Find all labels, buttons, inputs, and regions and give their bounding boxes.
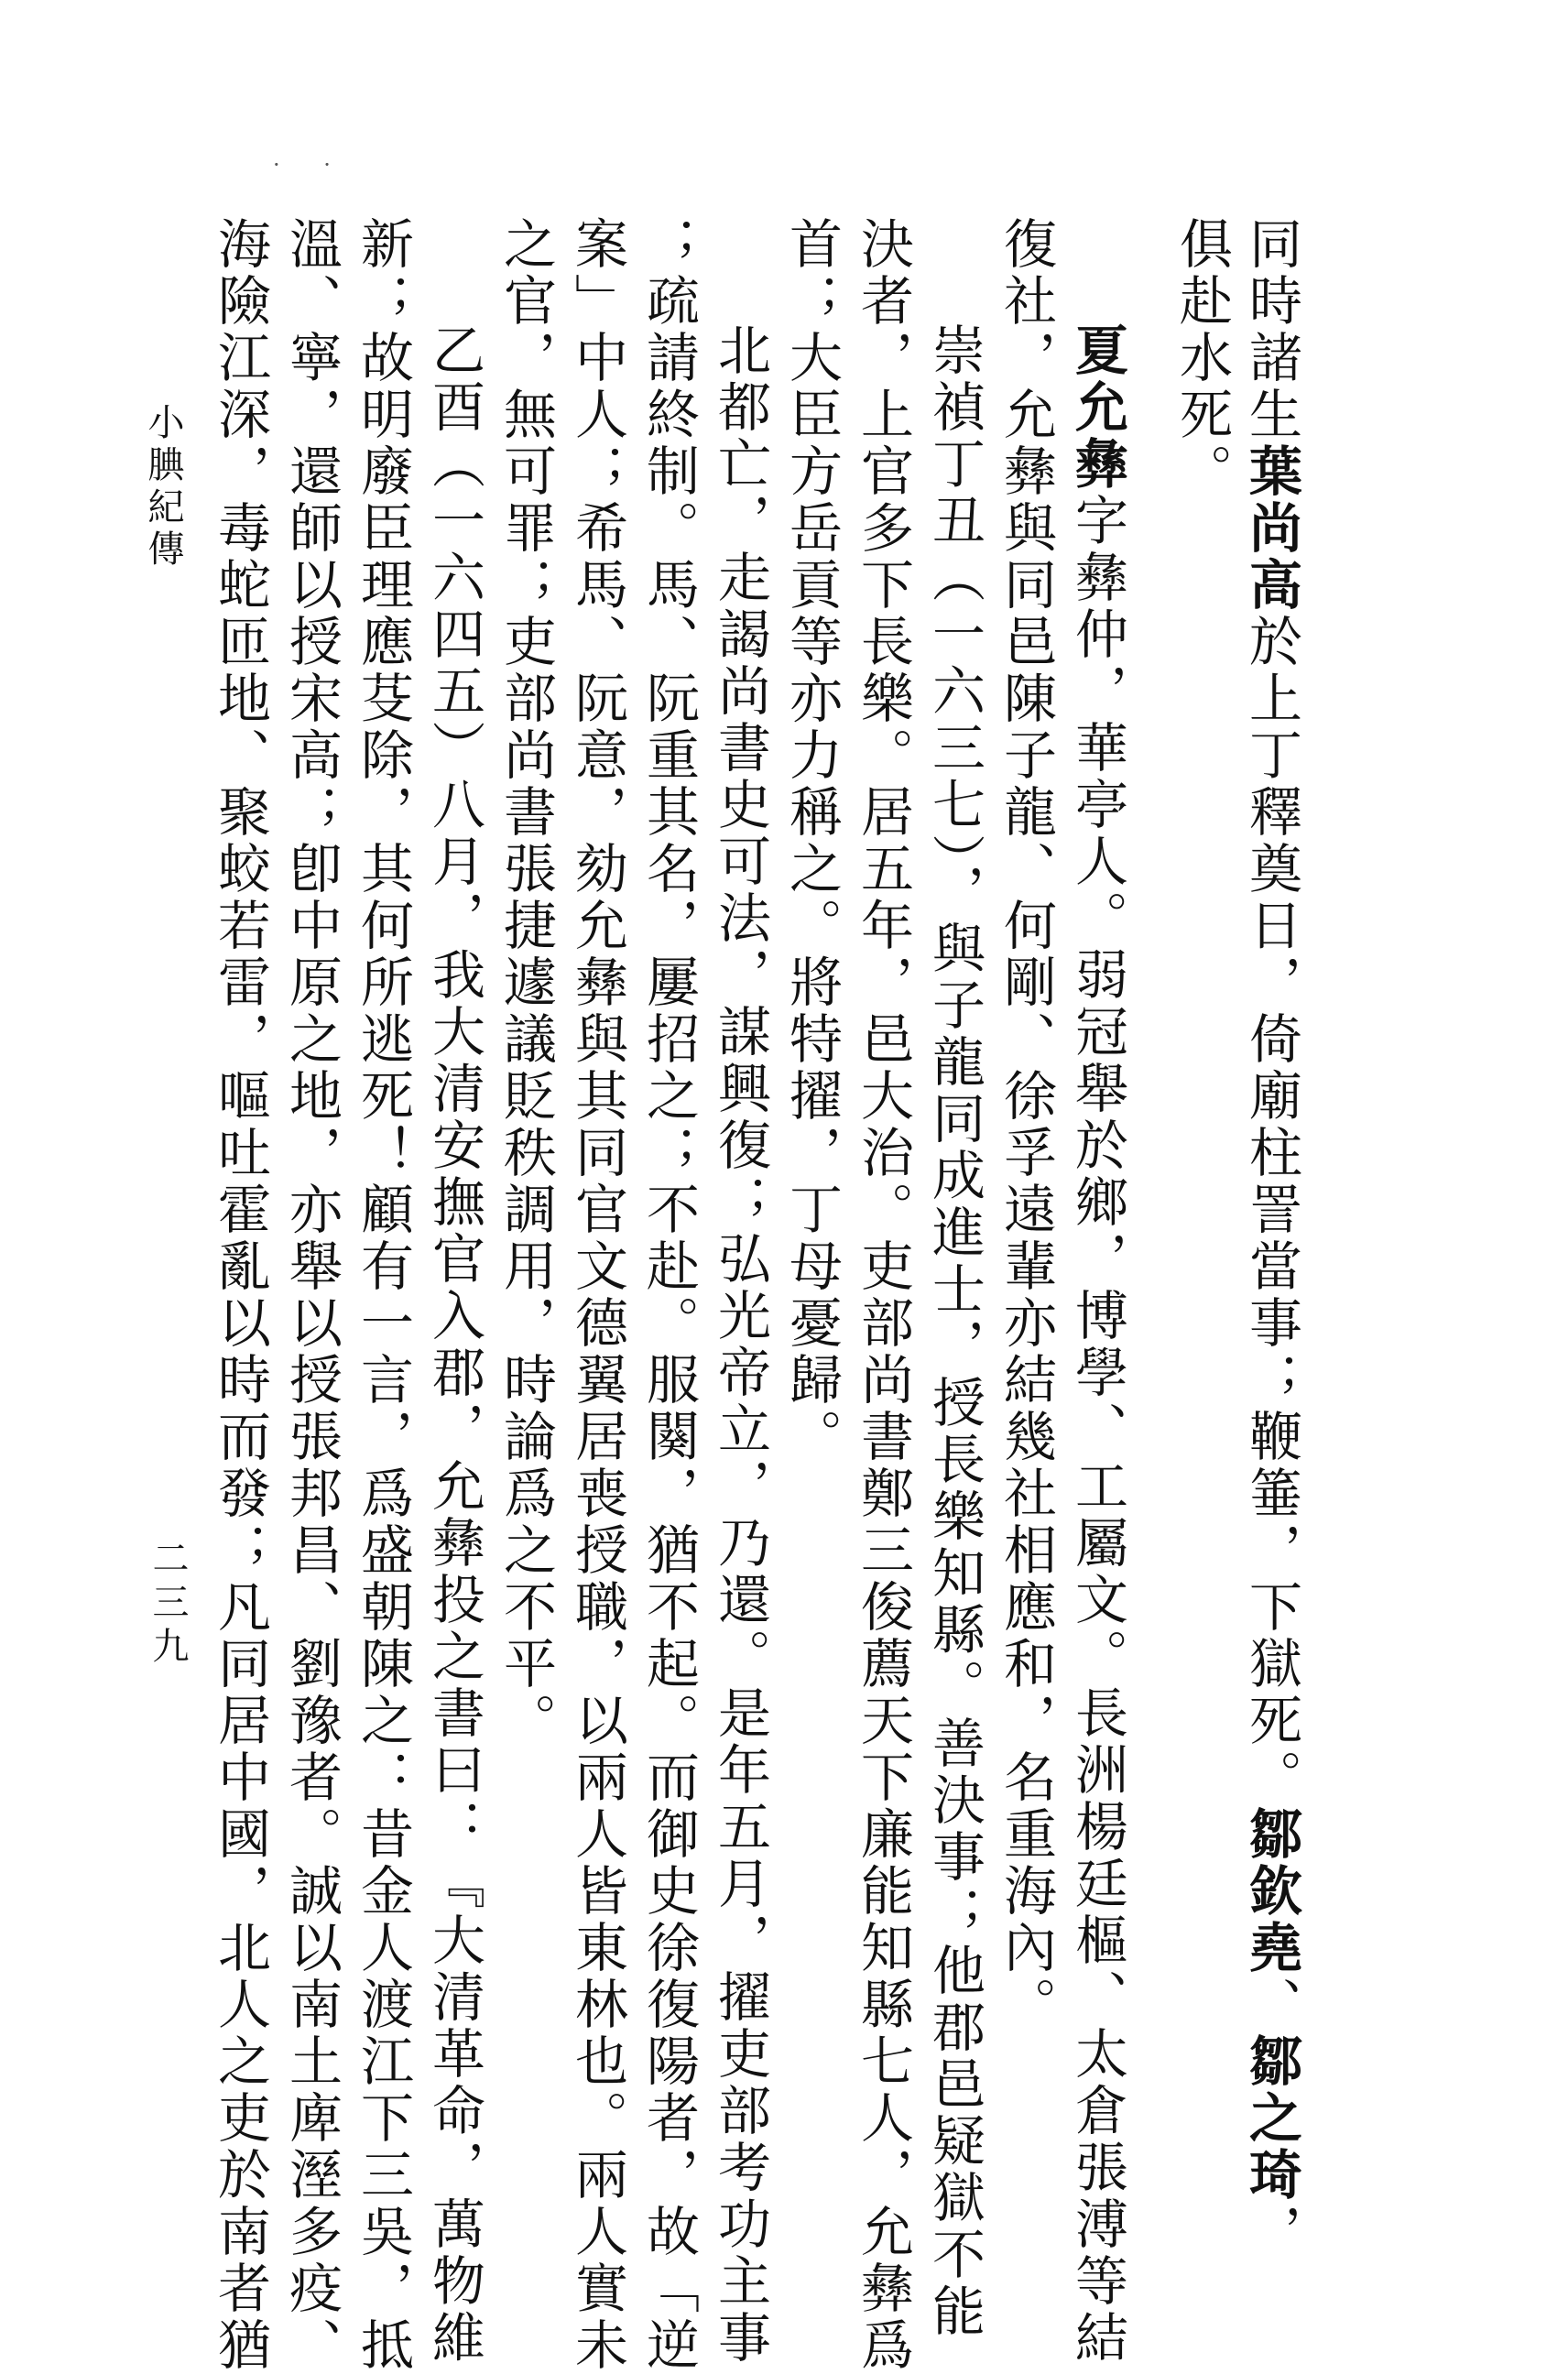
text-segment: ；疏請終制。馬、阮重其名，屢招之；不赴。服闋，猶不起。而御史徐復陽者，故「逆 <box>637 216 700 2374</box>
scan-specks: · · <box>273 152 349 178</box>
text-column-8 <box>703 216 777 2367</box>
text-column-2 <box>1165 216 1238 2057</box>
text-column-10 <box>561 216 634 2374</box>
text-segment: 首；大臣方岳貢等亦力稱之。將特擢，丁母憂歸。 <box>780 216 843 1465</box>
text-segment: ， <box>1240 2204 1302 2260</box>
text-segment: 案」中人；希馬、阮意，劾允彝與其同官文德翼居喪授職，以兩人皆東林也。兩人實未 <box>566 216 628 2374</box>
text-segment: 、 <box>1240 1977 1302 2033</box>
text-segment: 溫、寧，還師以授宋高；卽中原之地，亦舉以授張邦昌、劉豫者。誠以南土庳溼多疫、 <box>280 216 343 2374</box>
text-segment: 崇禎丁丑（一六三七），與子龍同成進士，授長樂知縣。善決事；他郡邑疑獄不能 <box>923 322 985 2340</box>
text-column-1 <box>1235 216 1308 2260</box>
text-segment: 於上丁釋奠日，倚廟柱詈當事；鞭箠，下獄死。 <box>1240 614 1302 1806</box>
person-name-zou-zhiqi: 鄒之琦 <box>1240 2033 1302 2204</box>
text-column-5 <box>918 216 991 2340</box>
text-column-15 <box>203 216 277 2374</box>
text-segment: 之官，無可罪；吏部尚書張捷遽議貶秩調用，時論爲之不平。 <box>495 216 557 1749</box>
person-name-xia-yunyi: 夏允彝 <box>1066 322 1128 493</box>
text-segment: 同時諸生 <box>1240 216 1302 443</box>
text-column-14 <box>275 216 348 2374</box>
text-segment: 乙酉（一六四五）八月，我大清安撫官入郡，允彝投之書曰：『大清革命，萬物維 <box>423 322 485 2367</box>
text-column-6 <box>846 216 920 2374</box>
page-number: 二三九 <box>147 1539 189 1671</box>
text-column-13 <box>346 216 419 2374</box>
text-column-12 <box>418 216 491 2367</box>
text-segment: 北都亡，走謁尚書史可法，謀興復；弘光帝立，乃還。是年五月，擢吏部考功主事 <box>709 322 771 2367</box>
text-segment: 字彝仲，華亭人。弱冠舉於鄉，博學、工屬文。長洲楊廷樞、太倉張溥等結 <box>1066 493 1128 2367</box>
person-name-ye-shanggao: 葉尚高 <box>1240 443 1302 614</box>
text-column-7 <box>775 216 848 2057</box>
text-column-4 <box>989 216 1062 2057</box>
text-segment: 新；故明廢臣理應芟除，其何所逃死！顧有一言，爲盛朝陳之：昔金人渡江下三吳，抵 <box>352 216 414 2374</box>
text-segment: 海險江深，毒蛇匝地、聚蛟若雷，嘔吐霍亂以時而發；凡同居中國，北人之吏於南者猶 <box>209 216 271 2374</box>
text-segment: 決者，上官多下長樂。居五年，邑大治。吏部尚書鄭三俊薦天下廉能知縣七人，允彝爲 <box>852 216 914 2374</box>
text-column-9 <box>632 216 705 2374</box>
person-name-zou-qinyao: 鄒欽堯 <box>1240 1806 1302 1977</box>
text-segment: 俱赴水死。 <box>1171 216 1233 500</box>
text-column-3 <box>1061 216 1134 2367</box>
book-title: 小腆紀傳 <box>142 403 184 572</box>
text-segment: 復社，允彝與同邑陳子龍、何剛、徐孚遠輩亦結幾社相應和，名重海內。 <box>995 216 1057 2033</box>
text-column-11 <box>489 216 562 2057</box>
